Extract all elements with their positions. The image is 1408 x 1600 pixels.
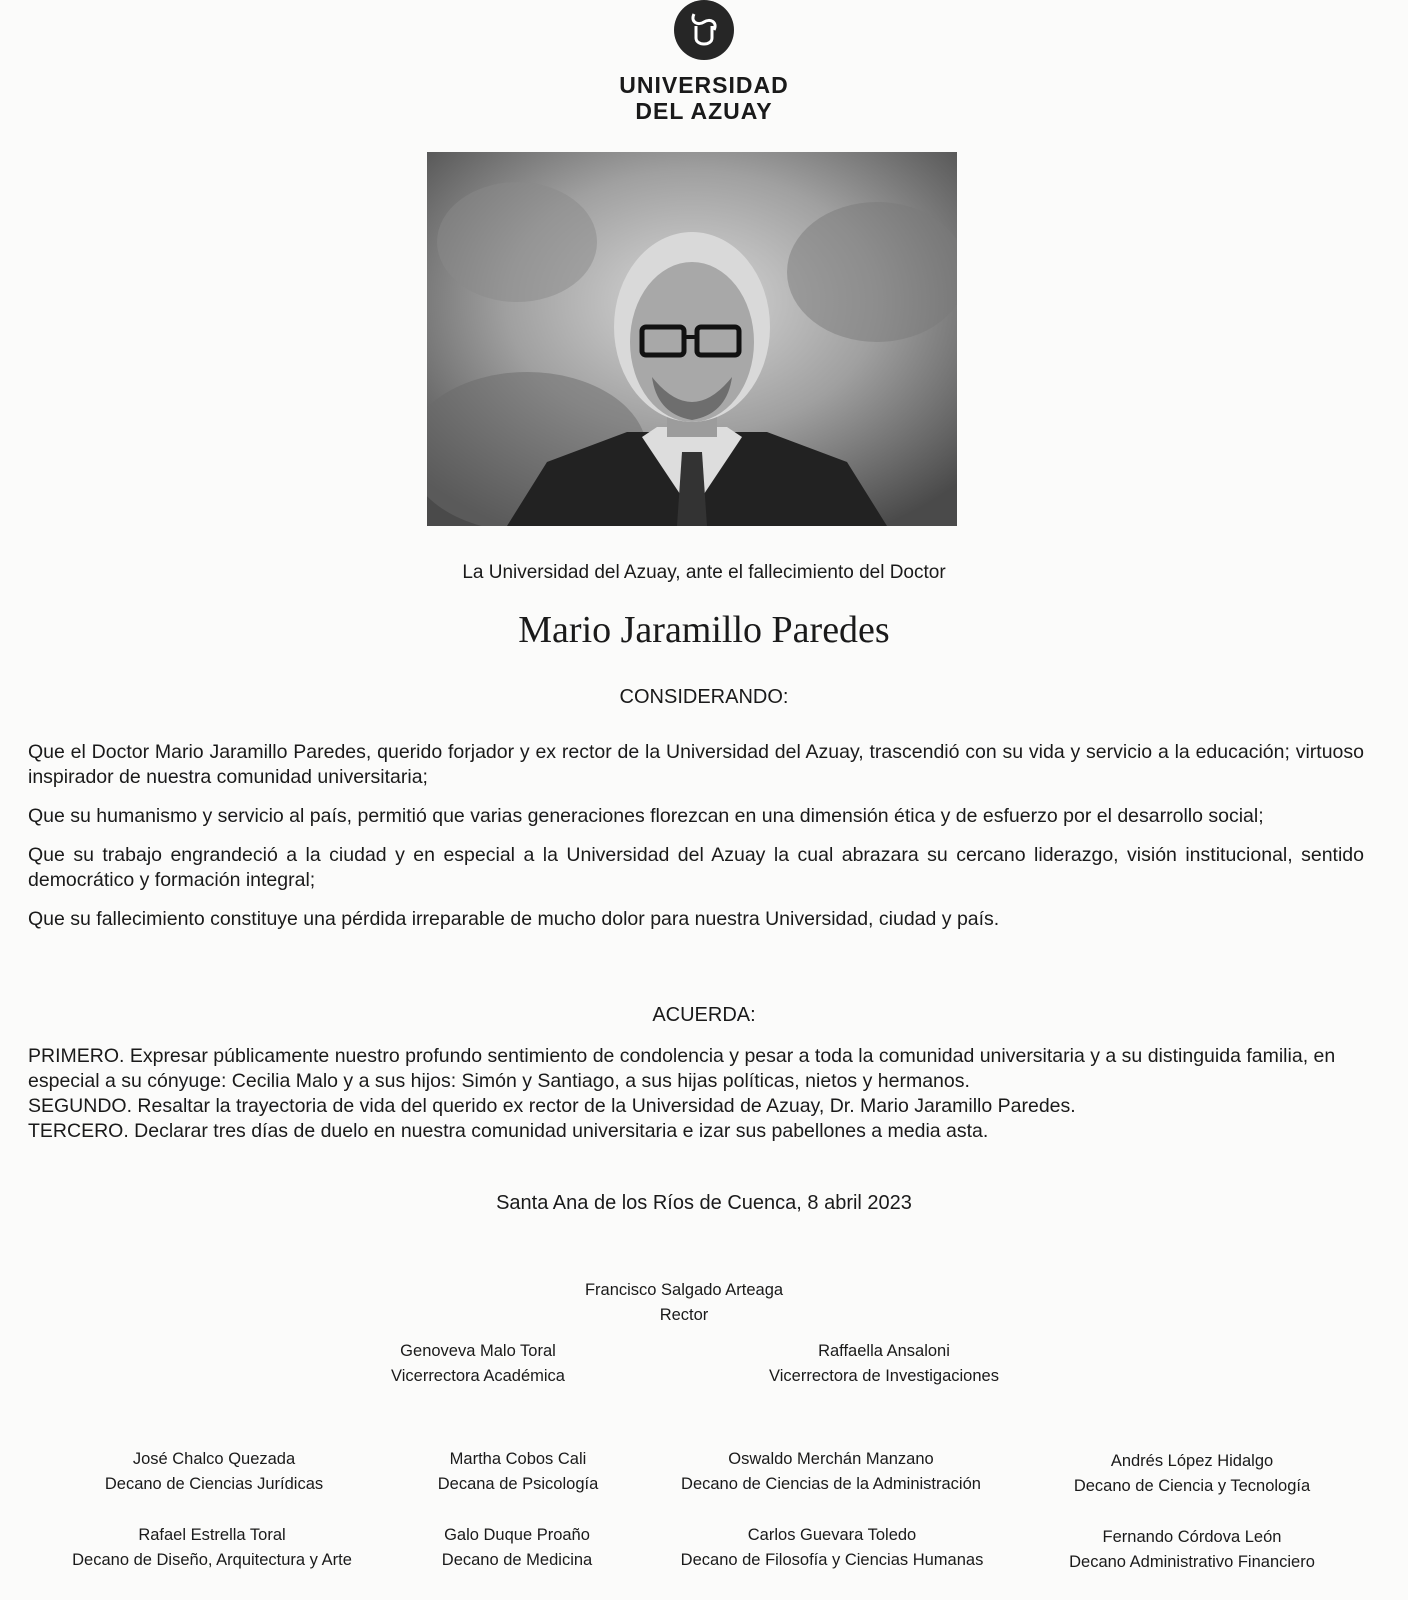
acuerda-heading: ACUERDA: xyxy=(652,1004,756,1026)
signatory-title: Decano de Ciencias de la Administración xyxy=(681,1475,981,1493)
considerando-heading: CONSIDERANDO: xyxy=(619,686,789,708)
signatory-vice-research xyxy=(769,1339,999,1389)
signatory-title: Decana de Psicología xyxy=(437,1475,599,1493)
signatory-name: Martha Cobos Cali xyxy=(449,1450,587,1468)
signatory-dean xyxy=(681,1447,981,1497)
acuerda-item: TERCERO. Declarar tres días de duelo en nuestra comunidad universitaria e izar sus pabellones a media asta. xyxy=(28,1120,989,1142)
signatory-title: Decano de Medicina xyxy=(441,1551,593,1569)
signatory-name: Oswaldo Merchán Manzano xyxy=(728,1450,934,1468)
considerando-paragraph: Que el Doctor Mario Jaramillo Paredes, querido forjador y ex rector de la Universidad del Azuay, trascendió con su vida y servicio a la educación; virtuoso inspirador de nuestra comunidad universitaria; xyxy=(28,741,1364,788)
acuerda-list xyxy=(28,1044,1364,1144)
intro-text: La Universidad del Azuay, ante el fallecimiento del Doctor xyxy=(462,562,946,583)
signatory-title: Rector xyxy=(659,1306,709,1324)
header-logo xyxy=(0,0,1408,124)
signatory-dean xyxy=(1074,1449,1310,1499)
institution-line1: UNIVERSIDAD xyxy=(619,72,789,98)
deceased-name: Mario Jaramillo Paredes xyxy=(518,609,890,651)
signatory-title: Vicerrectora Académica xyxy=(391,1367,565,1385)
signatory-dean xyxy=(105,1447,323,1497)
signatory-dean xyxy=(681,1523,984,1573)
signatory-name: Galo Duque Proaño xyxy=(444,1526,590,1544)
signatory-name: Andrés López Hidalgo xyxy=(1110,1452,1274,1470)
considerando-paragraph: Que su humanismo y servicio al país, permitió que varias generaciones florezcan en una dimensión ética y de esfuerzo por el desarrollo social; xyxy=(28,805,1264,827)
considerando-paragraph: Que su fallecimiento constituye una pérdida irreparable de mucho dolor para nuestra Universidad, ciudad y país. xyxy=(28,908,1000,930)
signatory-vice-academic xyxy=(391,1339,565,1389)
acuerda-item: PRIMERO. Expresar públicamente nuestro profundo sentimiento de condolencia y pesar a toda la comunidad universitaria y a su distinguida familia, en especial a su cónyuge: Cecilia Malo y a sus hijos: Simón y Santiago, a sus hijas políticas, nietos y hermanos. xyxy=(28,1045,1336,1092)
signatory-name: José Chalco Quezada xyxy=(132,1450,296,1468)
signatory-title: Decano Administrativo Financiero xyxy=(1069,1553,1315,1571)
institution-name xyxy=(0,72,1408,124)
university-seal-icon xyxy=(674,0,734,60)
signatory-title: Decano de Diseño, Arquitectura y Arte xyxy=(72,1551,352,1569)
signatory-name: Fernando Córdova León xyxy=(1102,1528,1282,1546)
institution-line2: DEL AZUAY xyxy=(635,98,773,124)
signatory-dean xyxy=(72,1523,352,1573)
signatory-name: Rafael Estrella Toral xyxy=(138,1526,286,1544)
signatory-rector xyxy=(585,1278,783,1328)
signatory-name: Carlos Guevara Toledo xyxy=(747,1526,917,1544)
signatory-title: Decano de Ciencias Jurídicas xyxy=(104,1475,324,1493)
signatory-name: Francisco Salgado Arteaga xyxy=(584,1281,784,1299)
signatory-title: Vicerrectora de Investigaciones xyxy=(769,1367,999,1385)
signatory-name: Raffaella Ansaloni xyxy=(818,1342,950,1360)
signatory-dean xyxy=(438,1447,599,1497)
portrait-photo xyxy=(427,152,957,526)
considerando-paragraph: Que su trabajo engrandeció a la ciudad y en especial a la Universidad del Azuay la cual abrazara su cercano liderazgo, visión institucional, sentido democrático y formación integral; xyxy=(28,844,1364,891)
acuerda-item: SEGUNDO. Resaltar la trayectoria de vida del querido ex rector de la Universidad de Azuay, Dr. Mario Jaramillo Paredes. xyxy=(28,1095,1076,1117)
place-date: Santa Ana de los Ríos de Cuenca, 8 abril 2023 xyxy=(496,1192,912,1214)
considerando-list xyxy=(28,740,1364,946)
signatory-title: Decano de Filosofía y Ciencias Humanas xyxy=(680,1551,984,1569)
signatory-dean xyxy=(1069,1525,1315,1575)
signatory-dean xyxy=(442,1523,592,1573)
signatory-title: Decano de Ciencia y Tecnología xyxy=(1073,1477,1311,1495)
signatory-name: Genoveva Malo Toral xyxy=(400,1342,556,1360)
